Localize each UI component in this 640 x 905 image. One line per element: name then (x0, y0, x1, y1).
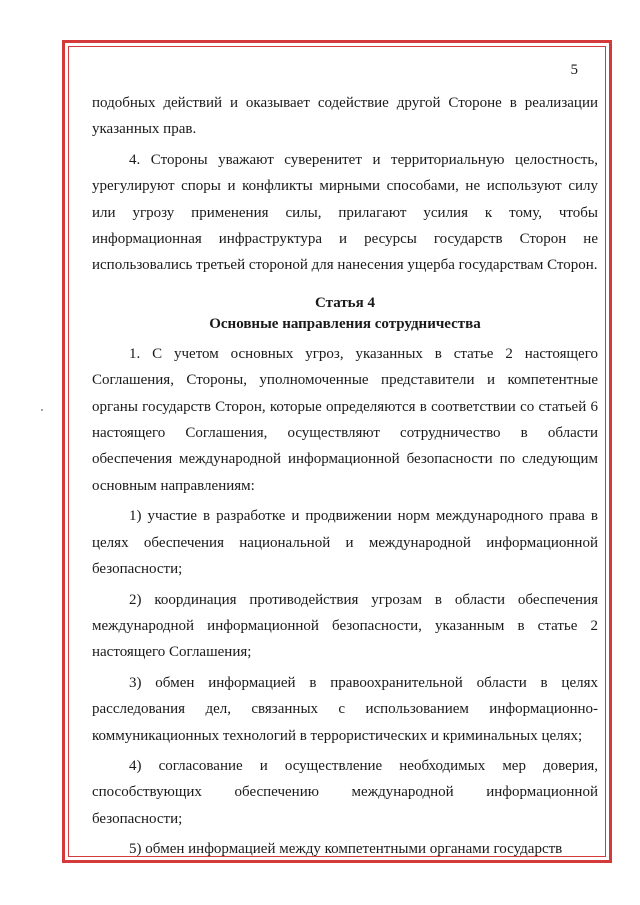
list-item-3: 3) обмен информацией в правоохранительной области в целях расследования дел, связанных с использованием информационно-коммуникационных технологий в террористических и криминальных целях; (92, 674, 598, 744)
article-subtitle: Основные направления сотрудничества (209, 315, 481, 332)
article-title: Статья 4 (315, 294, 375, 311)
list-item-1: 1) участие в разработке и продвижении норм международного права в целях обеспечения национальной и международной информационной безопасности; (92, 508, 598, 578)
page-number: 5 (570, 62, 578, 78)
paragraph-continuation: подобных действий и оказывает содействие другой Стороне в реализации указанных прав. (92, 95, 598, 138)
paragraph-item-4: 4. Стороны уважают суверенитет и территориальную целостность, урегулируют споры и конфликты мирными способами, не используют силу или угрозу применения силы, прилагают усилия к тому, чтобы информационная инфраструктура и ресурсы государств Сторон не использовались третьей стороной для нанесения ущерба государствам Сторон. (92, 151, 598, 274)
list-item-4: 4) согласование и осуществление необходимых мер доверия, способствующих обеспечению международной информационной безопасности; (92, 757, 598, 827)
document-body (92, 90, 598, 863)
scan-speck (41, 409, 43, 411)
list-item-2: 2) координация противодействия угрозам в области обеспечения международной информационной безопасности, указанным в статье 2 настоящего Соглашения; (92, 591, 598, 661)
article-paragraph-1: 1. С учетом основных угроз, указанных в статье 2 настоящего Соглашения, Стороны, уполномоченные представители и компетентные органы государств Сторон, которые определяются в соответствии со статьей 6 настоящего Соглашения, осуществляют сотрудничество в области обеспечения международной информационной безопасности по следующим основным направлениям: (92, 345, 598, 494)
list-item-5: 5) обмен информацией между компетентными органами государств (129, 841, 563, 858)
